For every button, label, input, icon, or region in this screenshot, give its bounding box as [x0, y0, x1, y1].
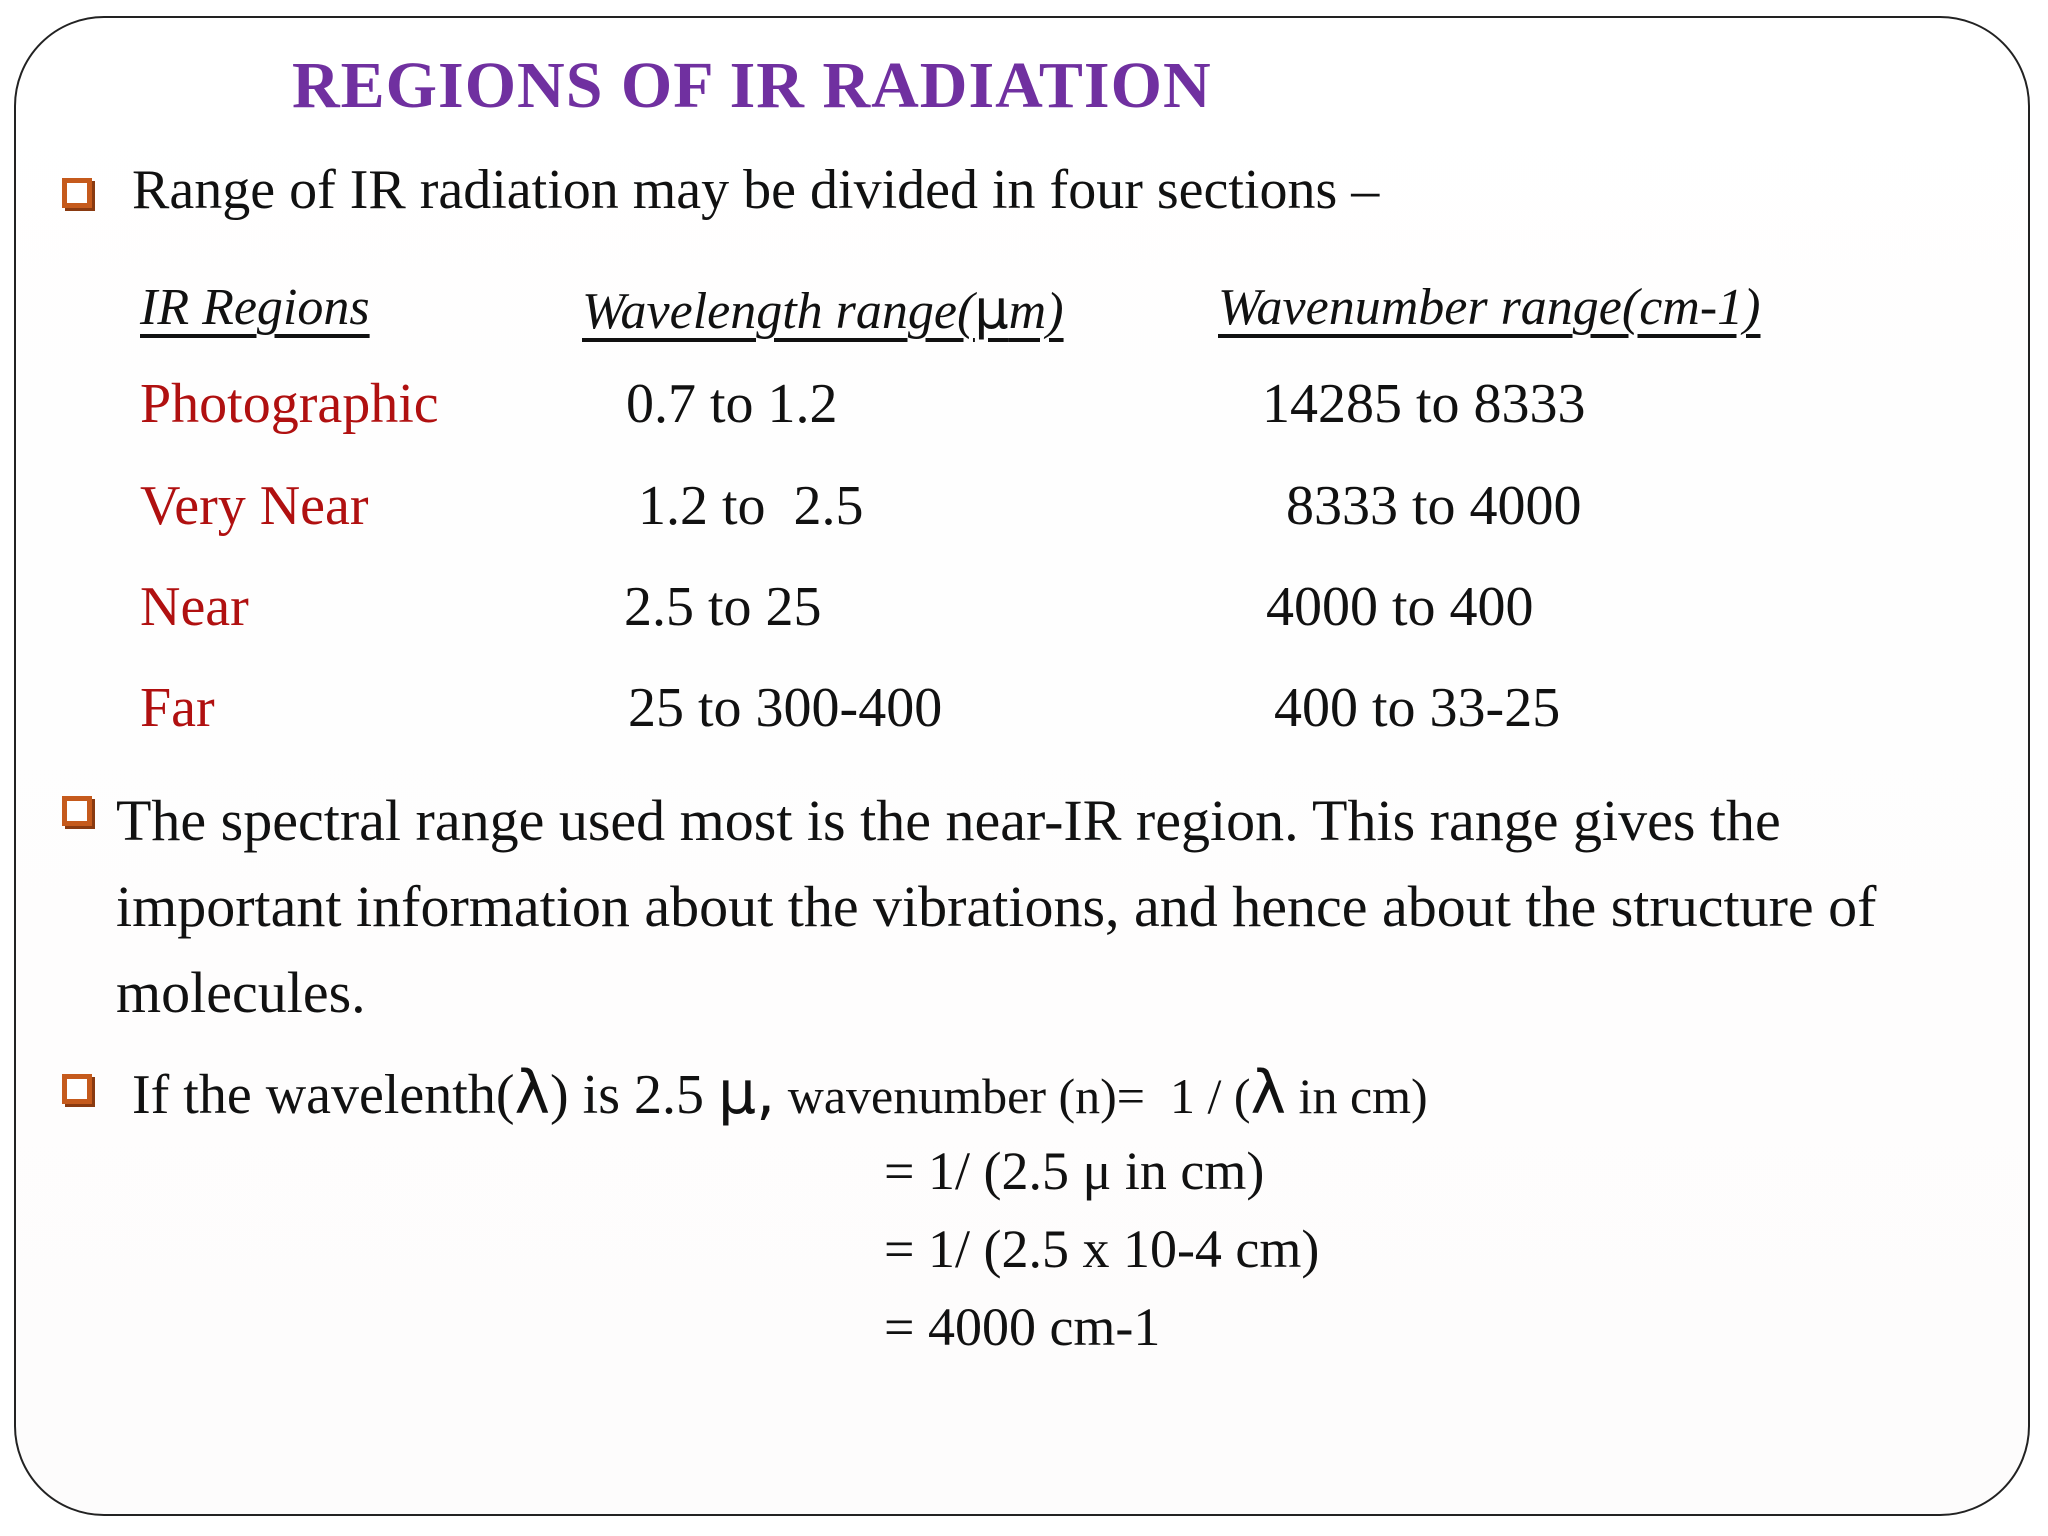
header-wavelength-prefix: Wavelength range(	[582, 283, 975, 340]
row-wavelength: 1.2 to 2.5	[638, 475, 864, 537]
header-wavelength-unit: μ	[974, 278, 1009, 341]
formula-text-3: wavenumber (n)= 1 / (	[775, 1068, 1251, 1124]
formula-text-2: ) is 2.5	[550, 1064, 718, 1126]
row-wavelength: 25 to 300-400	[628, 677, 943, 739]
mu-symbol: μ,	[718, 1058, 776, 1128]
header-wavelength-suffix: m)	[1008, 283, 1064, 340]
header-ir-regions: IR Regions	[140, 279, 370, 336]
row-wavenumber: 14285 to 8333	[1262, 373, 1586, 435]
header-wavelength-range	[582, 278, 1064, 341]
row-wavenumber: 8333 to 4000	[1286, 475, 1582, 537]
lambda-symbol: λ	[514, 1058, 550, 1128]
formula-line	[132, 1058, 1428, 1128]
formula-step-1: = 1/ (2.5 μ in cm)	[884, 1141, 1265, 1201]
spectral-range-paragraph: The spectral range used most is the near-IR region. This range gives the important information about the vibrations, and hence about the structure of molecules.	[116, 788, 1877, 1025]
bullet-square-icon	[62, 1074, 92, 1104]
row-region: Near	[140, 576, 249, 638]
row-region: Photographic	[140, 373, 439, 435]
bullet-square-icon	[62, 796, 92, 826]
header-wavenumber-range: Wavenumber range(cm-1)	[1218, 279, 1761, 336]
slide-frame	[14, 16, 2030, 1516]
row-wavelength: 2.5 to 25	[624, 576, 822, 638]
lambda-symbol-2: λ	[1250, 1058, 1287, 1128]
formula-step-3: = 4000 cm-1	[884, 1297, 1161, 1357]
bullet-square-icon	[62, 178, 92, 208]
formula-text-4: in cm)	[1286, 1068, 1428, 1124]
intro-text: Range of IR radiation may be divided in four sections –	[132, 159, 1380, 221]
row-wavelength: 0.7 to 1.2	[626, 373, 838, 435]
row-region: Very Near	[140, 475, 369, 537]
formula-step-2: = 1/ (2.5 x 10-4 cm)	[884, 1219, 1320, 1279]
row-region: Far	[140, 677, 215, 739]
formula-text-1: If the wavelenth(	[132, 1064, 515, 1126]
slide-title: REGIONS OF IR RADIATION	[292, 49, 1212, 122]
row-wavenumber: 400 to 33-25	[1274, 677, 1561, 739]
row-wavenumber: 4000 to 400	[1266, 576, 1534, 638]
